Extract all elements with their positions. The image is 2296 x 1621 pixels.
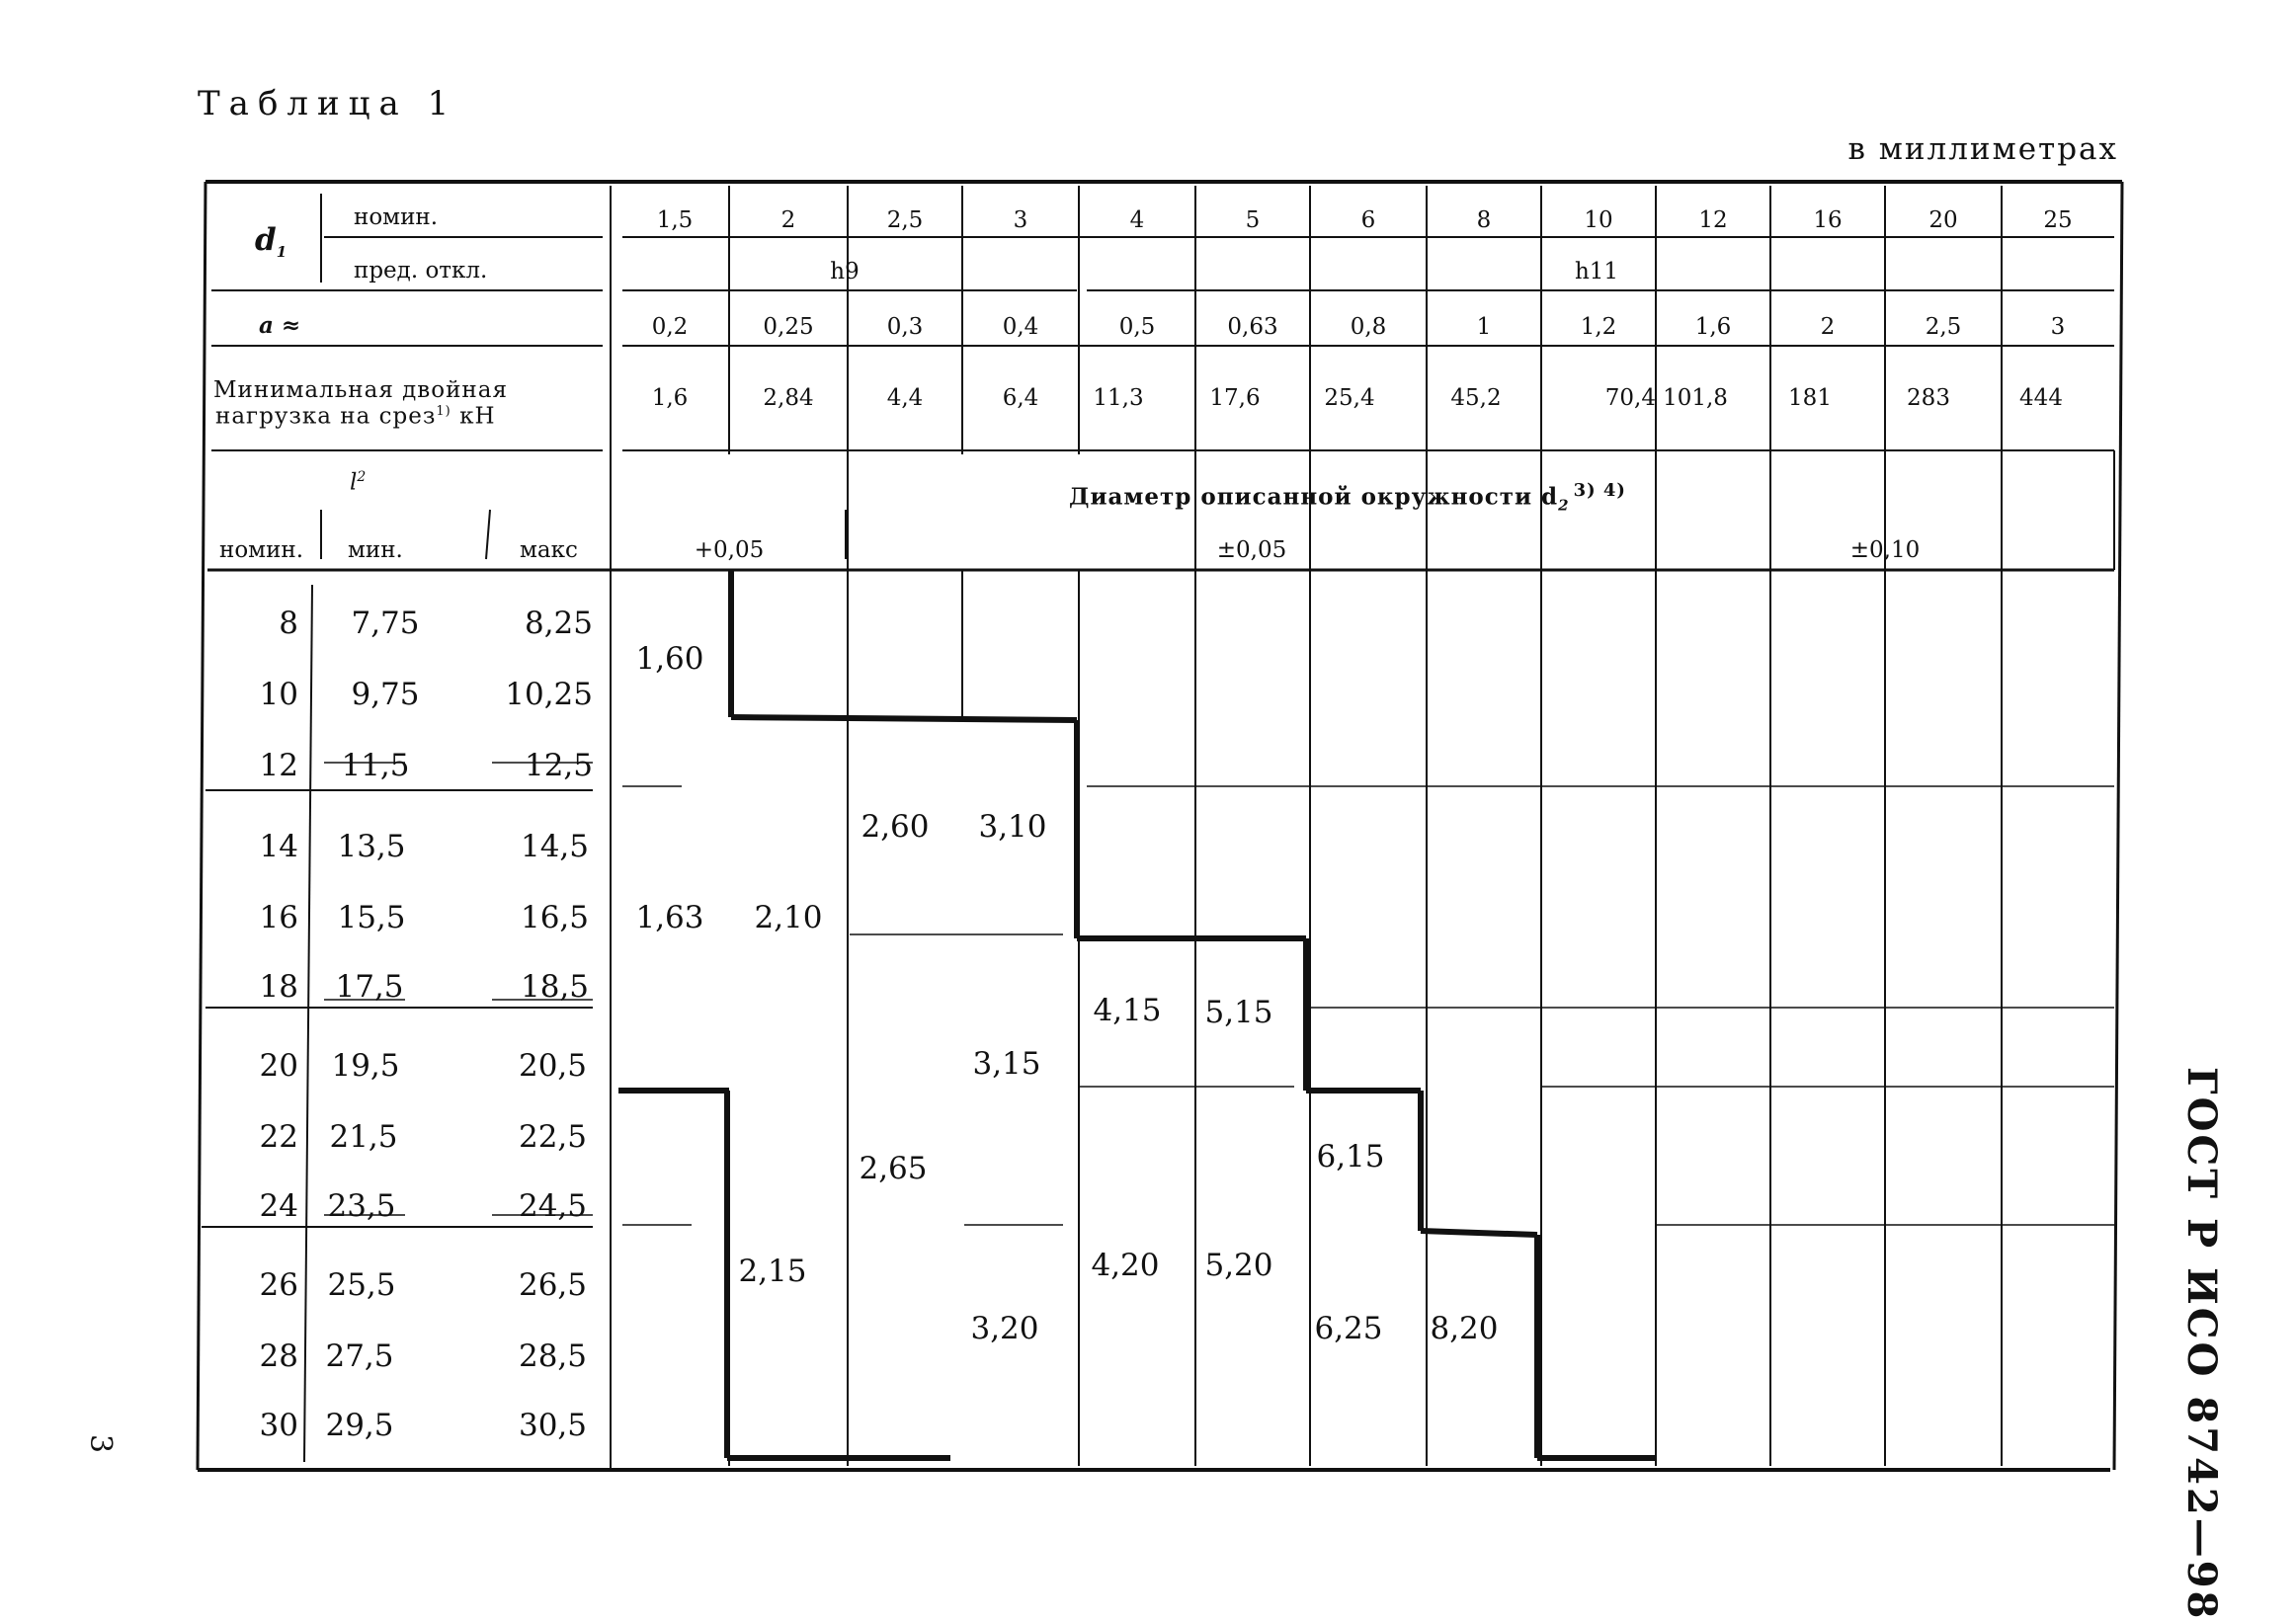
l-max-cell: 22,5 [518,1119,587,1155]
table-title: Таблица 1 [198,84,458,123]
d2-tolerance-3: ±0,10 [1849,537,1921,563]
shear-load-cell: 444 [2019,385,2063,411]
d2-value: 1,60 [635,641,704,677]
d2-value: 2,15 [738,1254,807,1289]
a-value-cell: 0,25 [763,314,814,340]
shear-load-cell: 283 [1907,385,1950,411]
l-nominal-cell: 10 [259,677,298,712]
shear-load-cell: 101,8 [1663,385,1728,411]
l-nominal-cell: 8 [279,606,298,641]
d2-value: 4,20 [1091,1248,1160,1283]
l-max-cell: 12,5 [524,748,593,783]
d1-symbol: $d_1$ [255,222,287,262]
d1-nominal-cell: 2,5 [886,207,924,233]
d1-nominal-cell: 5 [1245,207,1261,233]
shear-load-cell: 2,84 [763,385,814,411]
d2-value: 5,15 [1204,995,1273,1030]
d2-value: 1,63 [635,900,704,935]
d1-nominal-cell: 25 [2043,207,2073,233]
a-value-cell: 0,4 [1002,314,1039,340]
d2-value: 6,15 [1316,1139,1385,1175]
standard-code: ГОСТ Р ИСО 8742—98 [2178,1067,2225,1621]
d2-value: 4,15 [1093,993,1162,1028]
d1-nominal-cell: 12 [1698,207,1728,233]
l-max-cell: 26,5 [518,1267,587,1303]
l-min-cell: 11,5 [341,748,410,783]
d2-value: 2,60 [861,809,930,845]
shear-load-label-line1: Минимальная двойная [213,377,508,403]
d1-nominal-cell: 6 [1360,207,1376,233]
l-min-cell: 7,75 [351,606,420,641]
shear-load-cell: 11,3 [1093,385,1144,411]
tolerance-h11: h11 [1574,259,1619,284]
d2-value: 3,15 [972,1046,1041,1082]
d1-nominal-cell: 2 [780,207,796,233]
l-symbol: $l^2$ [350,469,367,496]
d2-value: 8,20 [1430,1311,1499,1346]
l-nominal-label: номин. [219,537,304,563]
l-min-cell: 13,5 [337,829,406,864]
l-max-cell: 24,5 [518,1188,587,1224]
shear-load-cell: 17,6 [1209,385,1261,411]
a-value-cell: 2,5 [1925,314,1962,340]
a-value-cell: 1 [1476,314,1492,340]
d2-value: 3,20 [970,1311,1039,1346]
l-max-cell: 16,5 [520,900,589,935]
d2-value: 3,10 [978,809,1047,845]
l-min-cell: 25,5 [327,1267,396,1303]
a-value-cell: 1,6 [1694,314,1732,340]
l-max-label: макс [520,537,578,563]
d2-value: 2,65 [859,1151,928,1186]
l-min-cell: 15,5 [337,900,406,935]
tolerance-h9: h9 [830,259,860,284]
a-label: a ≈ [259,312,301,339]
shear-load-cell: 25,4 [1324,385,1375,411]
d2-tolerance-1: +0,05 [694,537,765,563]
a-value-cell: 0,5 [1118,314,1156,340]
l-max-cell: 18,5 [520,969,589,1005]
units-label: в миллиметрах [1847,131,2118,167]
shear-load-cell: 181 [1788,385,1832,411]
d1-nominal-cell: 1,5 [656,207,694,233]
l-min-cell: 23,5 [327,1188,396,1224]
d1-nominal-cell: 4 [1129,207,1145,233]
l-nominal-cell: 18 [259,969,298,1005]
l-max-cell: 28,5 [518,1338,587,1374]
l-nominal-cell: 20 [259,1048,298,1084]
l-nominal-cell: 26 [259,1267,298,1303]
d1-nominal-cell: 8 [1476,207,1492,233]
a-value-cell: 1,2 [1580,314,1617,340]
d2-value: 2,10 [754,900,823,935]
shear-load-cell: 1,6 [651,385,689,411]
l-nominal-cell: 12 [259,748,298,783]
d2-tolerance-2: ±0,05 [1216,537,1287,563]
d2-value: 5,20 [1204,1248,1273,1283]
l-nominal-cell: 14 [259,829,298,864]
shear-load-label-line2: нагрузка на срез$^{1)}$ кН [215,403,496,430]
d2-title: Диаметр описанной окружности $d_2^{3) 4)}$ [1069,480,1626,515]
shear-load-cell: 4,4 [886,385,924,411]
l-min-label: мин. [348,537,403,563]
l-min-cell: 29,5 [325,1408,394,1443]
l-max-cell: 14,5 [520,829,589,864]
l-max-cell: 10,25 [505,677,593,712]
a-value-cell: 0,2 [651,314,689,340]
l-max-cell: 20,5 [518,1048,587,1084]
a-value-cell: 3 [2050,314,2066,340]
d1-nominal-cell: 3 [1013,207,1028,233]
l-nominal-cell: 28 [259,1338,298,1374]
shear-load-cell: 6,4 [1002,385,1039,411]
a-value-cell: 2 [1820,314,1836,340]
l-min-cell: 19,5 [331,1048,400,1084]
d1-tolerance-label: пред. откл. [354,258,488,284]
l-min-cell: 21,5 [329,1119,398,1155]
l-max-cell: 8,25 [524,606,593,641]
l-nominal-cell: 30 [259,1408,298,1443]
d1-nominal-cell: 10 [1584,207,1613,233]
l-nominal-cell: 16 [259,900,298,935]
d1-nominal-cell: 16 [1813,207,1843,233]
l-min-cell: 9,75 [351,677,420,712]
l-min-cell: 27,5 [325,1338,394,1374]
a-value-cell: 0,8 [1350,314,1387,340]
shear-load-cell: 70,4 [1604,385,1656,411]
l-nominal-cell: 24 [259,1188,298,1224]
l-max-cell: 30,5 [518,1408,587,1443]
d2-value: 6,25 [1314,1311,1383,1346]
l-nominal-cell: 22 [259,1119,298,1155]
a-value-cell: 0,63 [1227,314,1278,340]
l-min-cell: 17,5 [335,969,404,1005]
shear-load-cell: 45,2 [1450,385,1502,411]
d1-nominal-label: номин. [354,204,439,230]
page-number: 3 [83,1434,118,1454]
a-value-cell: 0,3 [886,314,924,340]
d1-nominal-cell: 20 [1928,207,1958,233]
